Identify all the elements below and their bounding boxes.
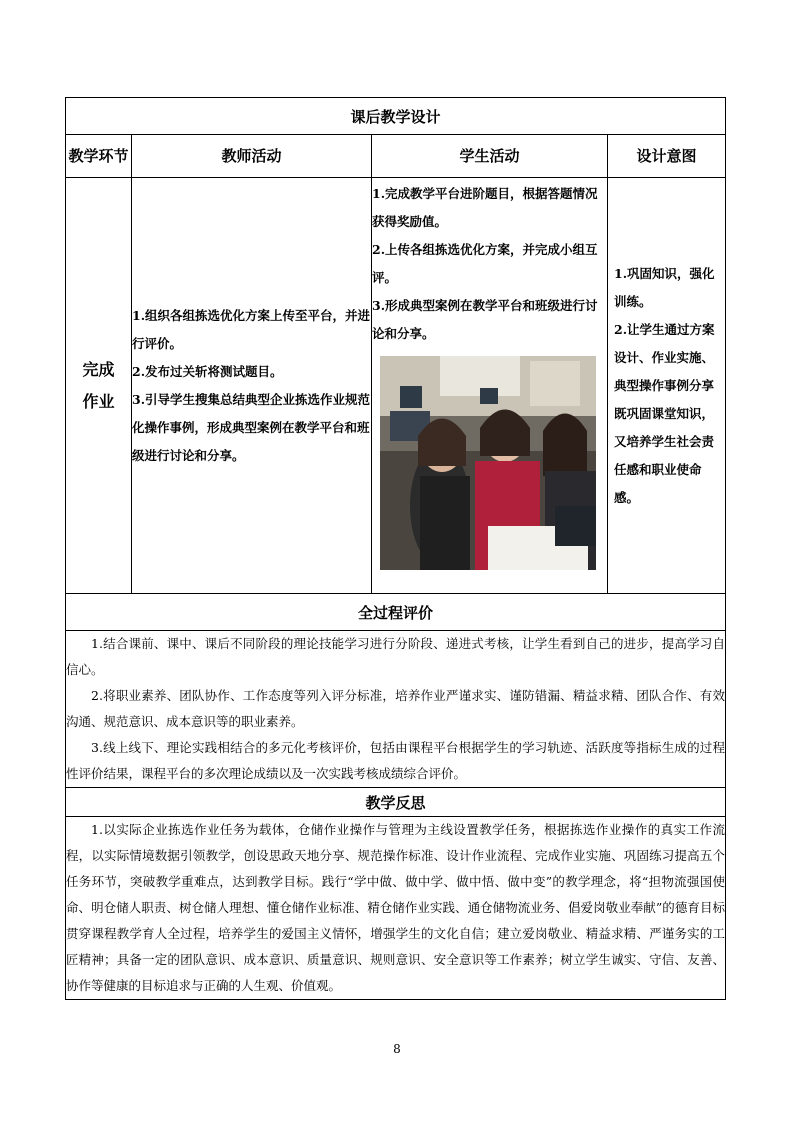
classroom-photo [380, 356, 596, 570]
teacher-item: 2.发布过关斩将测试题目。 [132, 363, 283, 379]
student-item: 1.完成教学平台进阶题目，根据答题情况获得奖励值。 [372, 186, 598, 229]
header-design-intent: 设计意图 [608, 135, 726, 178]
student-item: 3.形成典型案例在教学平台和班级进行讨论和分享。 [372, 298, 598, 341]
reflection-title: 教学反思 [66, 788, 726, 817]
classroom-photo-wrap [372, 348, 607, 578]
intent-item: 1.巩固知识，强化训练。 [614, 265, 715, 309]
lesson-design-table [65, 97, 726, 1000]
evaluation-content [66, 631, 726, 788]
reflection-content [66, 817, 726, 1000]
evaluation-paragraph: 3.线上线下、理论实践相结合的多元化考核评价，包括由课程平台根据学生的学习轨迹、活跃度等指标生成的过程性评价结果，课程平台的多次理论成绩以及一次实践考核成绩综合评价。 [66, 740, 726, 781]
header-stage: 教学环节 [66, 135, 132, 178]
header-student-activity: 学生活动 [372, 135, 608, 178]
reflection-paragraph: 1.以实际企业拣选作业任务为载体，仓储作业操作与管理为主线设置教学任务，根据拣选作业操作的真实工作流程，以实际情境数据引领教学，创设思政天地分享、规范操作标准、设计作业流程、完成作业实施、巩固练习提高五个任务环节，突破教学重难点，达到教学目标。践行“学中做、做中学、做中悟、做中变”的教学理念，将“担物流强国使命、明仓储人职责、树仓储人理想、懂仓储作业标准、精仓储作业实践、通仓储物流业务、倡爱岗敬业奉献”的德育目标贯穿课程教学育人全过程，培养学生的爱国主义情怀，增强学生的文化自信；建立爱岗敬业、精益求精、严谨务实的工匠精神；具备一定的团队意识、成本意识、质量意识、规则意识、安全意识等工作素养；树立学生诚实、守信、友善、协作等健康的目标追求与正确的人生观、价值观。 [66, 822, 726, 993]
stage-label: 完成作业 [82, 359, 115, 411]
table-title: 课后教学设计 [66, 98, 726, 135]
student-item: 2.上传各组拣选优化方案，并完成小组互评。 [372, 242, 598, 285]
student-activity-cell [372, 178, 608, 594]
teacher-item: 3.引导学生搜集总结典型企业拣选作业规范化操作事例，形成典型案例在教学平台和班级进行讨论和分享。 [132, 391, 371, 463]
evaluation-paragraph: 2.将职业素养、团队协作、工作态度等列入评分标准，培养作业严谨求实、谨防错漏、精益求精、团队合作、有效沟通、规范意识、成本意识等的职业素养。 [66, 688, 726, 729]
header-teacher-activity: 教师活动 [132, 135, 372, 178]
stage-cell [66, 178, 132, 594]
design-intent-cell [608, 178, 726, 594]
evaluation-title: 全过程评价 [66, 594, 726, 631]
page-number: 8 [393, 1042, 401, 1056]
evaluation-paragraph: 1.结合课前、课中、课后不同阶段的理论技能学习进行分阶段、递进式考核，让学生看到自己的进步，提高学习自信心。 [66, 636, 726, 677]
intent-item: 2.让学生通过方案设计、作业实施、典型操作事例分享既巩固课堂知识，又培养学生社会责任感和职业使命感。 [614, 321, 715, 505]
lesson-design-page [65, 97, 725, 1000]
teacher-activity-cell [132, 178, 372, 594]
teacher-item: 1.组织各组拣选优化方案上传至平台，并进行评价。 [132, 307, 371, 351]
